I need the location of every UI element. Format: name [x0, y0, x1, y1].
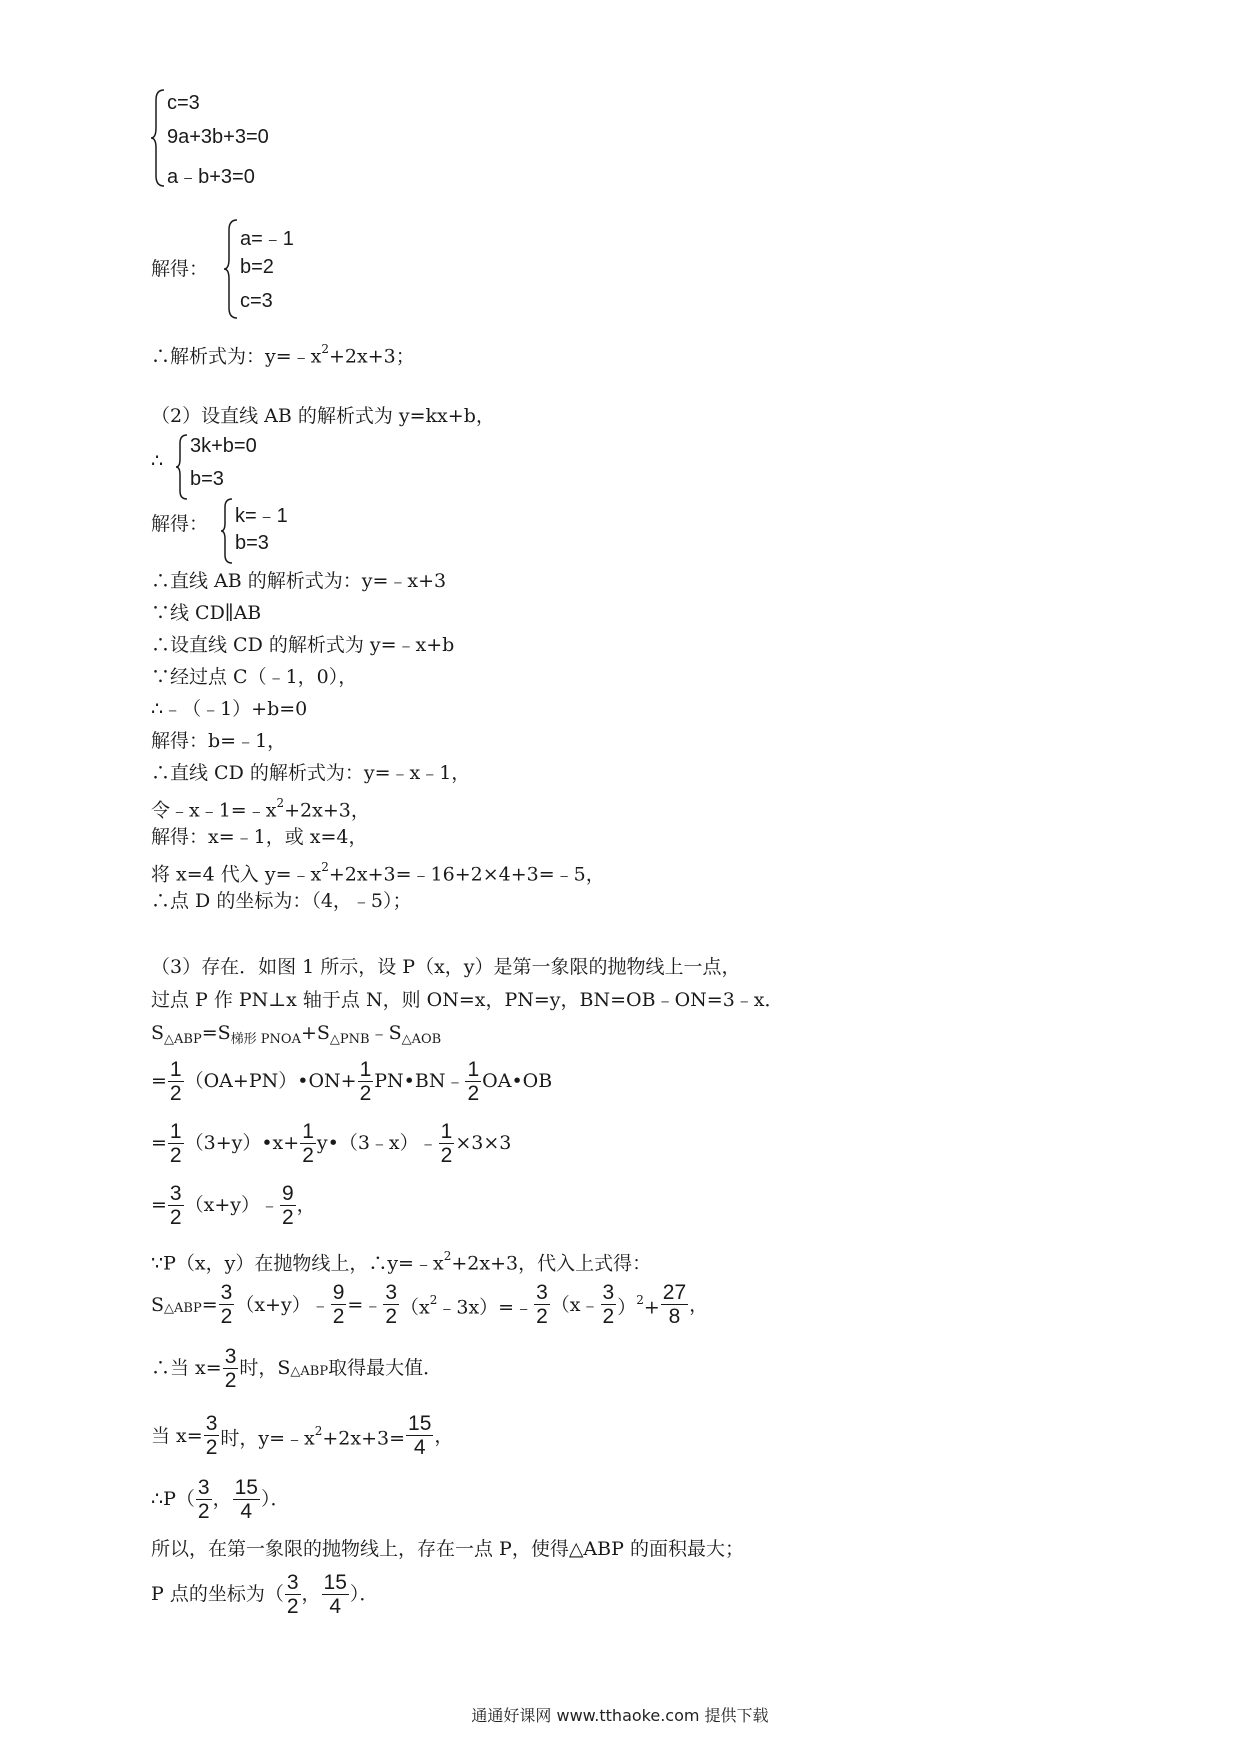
system-equation: 9a+3b+3=0: [167, 126, 269, 148]
solution-value: c=3: [240, 290, 273, 312]
left-brace: [175, 433, 189, 501]
text-line: ∴点 D 的坐标为：（4，﹣5）；: [151, 890, 412, 912]
left-brace: [150, 88, 166, 188]
system-equation: a﹣b+3=0: [167, 166, 255, 188]
system-equation: 3k+b=0: [190, 435, 257, 457]
solution-value: k=﹣1: [235, 505, 288, 527]
solve-label: 解得：: [151, 258, 209, 280]
page-footer: 通通好课网 www.tthaoke.com 提供下载: [471, 1706, 769, 1725]
system-equation: c=3: [167, 92, 200, 114]
text-line: 所以，在第一象限的抛物线上，存在一点 P，使得△ABP 的面积最大；: [151, 1538, 744, 1560]
therefore-symbol: ∴: [151, 450, 164, 472]
area-formula: $S_{\triangle ABP}=S_{梯形 PNOA}+S_{\triangle PNB}﹣S_{\triangle AOB}$: [151, 1022, 442, 1047]
left-brace: [220, 497, 234, 565]
solution-value: a=﹣1: [240, 228, 294, 250]
text-line: 解得：b=﹣1，: [151, 730, 287, 752]
math-expression: ∴当 x= $\frac{3}{2}$ 时，S△ABP取得最大值．: [151, 1344, 443, 1392]
text-line: ∵线 CD∥AB: [151, 602, 262, 624]
part3-intro: （3）存在．如图 1 所示，设 P（x，y）是第一象限的抛物线上一点，: [151, 956, 741, 978]
part2-intro: （2）设直线 AB 的解析式为 y=kx+b，: [151, 405, 495, 427]
math-expression: S△ABP= $\frac{3}{2}$ （x+y）﹣ $\frac{9}{2}$ =﹣ $\frac{3}{2}$ $(x^2﹣3x)=﹣$ $\frac{3}{2}$ （x﹣ $\frac{3}{2}$ ）$^2$+ $\frac{27}{8}$ ，: [151, 1281, 709, 1329]
math-expression: = $\frac{1}{2}$ （OA+PN）•ON+ $\frac{1}{2}$ PN•BN﹣ $\frac{1}{2}$ OA•OB: [151, 1057, 553, 1105]
text-line: 解得：x=﹣1，或 x=4，: [151, 826, 368, 848]
conclusion-line: ∴解析式为：$y=﹣x^2+2x+3$；: [151, 342, 415, 368]
left-brace: [223, 218, 239, 320]
math-expression: 当 x= $\frac{3}{2}$ 时，$y=﹣x^2+2x+3=$ $\frac{15}{4}$ ，: [151, 1412, 454, 1460]
text-line: ∴直线 CD 的解析式为：y=﹣x﹣1，: [151, 762, 471, 784]
math-expression: ∴P（ $\frac{3}{2}$ ， $\frac{15}{4}$ ）．: [151, 1475, 290, 1523]
solution-value: b=2: [240, 256, 274, 278]
text-line: ∴﹣（﹣1）+b=0: [151, 698, 308, 720]
math-expression: = $\frac{3}{2}$ （x+y）﹣ $\frac{9}{2}$ ，: [151, 1181, 316, 1229]
solution-value: b=3: [235, 532, 269, 554]
text-line: ∴设直线 CD 的解析式为 y=﹣x+b: [151, 634, 455, 656]
text-line: ∵P（x，y）在抛物线上，$\therefore y=﹣x^2+2x+3$，代入上式得：: [151, 1249, 652, 1275]
text-line: ∴直线 AB 的解析式为：y=﹣x+3: [151, 570, 447, 592]
math-expression: = $\frac{1}{2}$ （3+y）•x+ $\frac{1}{2}$ y•（3﹣x）﹣ $\frac{1}{2}$ ×3×3: [151, 1119, 512, 1167]
text-line: 令$﹣x﹣1=﹣x^2+2x+3$，: [151, 796, 370, 822]
text-line: ∵经过点 C（﹣1，0），: [151, 666, 358, 688]
text-line: 过点 P 作 PN⊥x 轴于点 N，则 ON=x，PN=y，BN=OB﹣ON=3﹣x．: [151, 989, 784, 1011]
solve-label: 解得：: [151, 513, 209, 535]
system-equation: b=3: [190, 468, 224, 490]
math-expression: P 点的坐标为（ $\frac{3}{2}$ ， $\frac{15}{4}$ ）．: [151, 1570, 379, 1618]
text-line: 将 x=4 代入 $y=﹣x^2+2x+3=﹣16+2\times 4+3=﹣5$，: [151, 860, 605, 886]
